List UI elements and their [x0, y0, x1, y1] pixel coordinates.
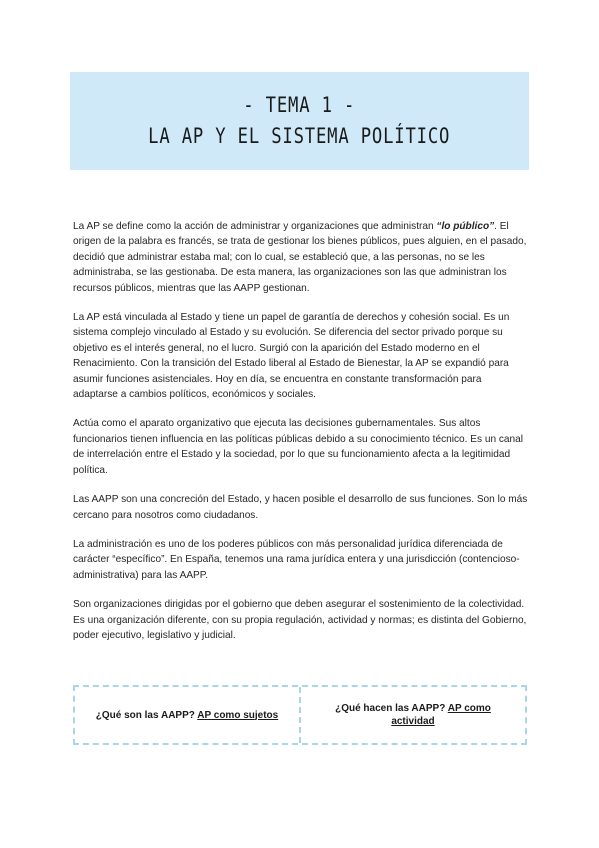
question-what-do: ¿Qué hacen las AAPP?	[335, 703, 448, 714]
question-boxes	[73, 685, 527, 745]
topic-number: - TEMA 1 -	[243, 93, 356, 117]
paragraph-definition-end: . El origen de la palabra es francés, se trata de gestionar los bienes públicos, pues alguien, en el pasado, decidió que administrar estaba mal; con lo cual, se estableció que, a las personas, no se les administraba, se las gestionaba. De esta manera, las organizaciones son las que administran los recursos públicos, mientras que las AAPP gestionan.	[73, 221, 527, 294]
paragraph-aapp-concretion: Las AAPP son una concreción del Estado, y hacen posible el desarrollo de sus funciones. Son lo más cercano para nosotros como ciudadanos.	[73, 494, 528, 521]
paragraph-government-organizations: Son organizaciones dirigidas por el gobierno que deben asegurar el sostenimiento de la colectividad. Es una organización diferente, con su propia regulación, actividad y normas; es distinta del Gobierno, poder ejecutivo, legislativo y judicial.	[73, 599, 527, 641]
paragraph-public-powers: La administración es uno de los poderes públicos con más personalidad jurídica diferenciada de carácter “específico”. En España, tenemos una rama jurídica entera y una jurisdicción (contencioso-administrativa) para las AAPP.	[73, 538, 520, 581]
paragraph-definition	[73, 219, 528, 296]
page-title: LA AP Y EL SISTEMA POLÍTICO	[148, 124, 451, 148]
question-box-subjects	[75, 687, 299, 743]
question-what-are: ¿Qué son las AAPP?	[95, 709, 198, 721]
paragraph-organizational-apparatus: Actúa como el aparato organizativo que ejecuta las decisiones gubernamentales. Sus altos funcionarios tienen influencia en las políticas públicas debido a su conocimiento técnico. Es un canal de interrelación entre el Estado y la sociedad, por lo que su funcionamiento afecta a la legitimidad política.	[73, 418, 524, 476]
paragraph-state-link: La AP está vinculada al Estado y tiene un papel de garantía de derechos y cohesión social. Es un sistema complejo vinculado al Estado y su evolución. Se diferencia del sector privado porque su objetivo es el interés general, no el lucro. Surgió con la aparición del Estado moderno en el Renacimiento. Con la transición del Estado liberal al Estado de Bienestar, la AP se expandió para asumir funciones asistenciales. Hoy en día, se encuentra en constante transformación para adaptarse a cambios políticos, económicos y sociales.	[73, 312, 510, 401]
title-banner	[70, 72, 529, 170]
question-box-activity	[299, 687, 525, 743]
link-ap-como-sujetos[interactable]: AP como sujetos	[197, 709, 279, 721]
document-body	[73, 219, 528, 657]
paragraph-definition-start: La AP se define como la acción de administrar y organizaciones que administran	[73, 221, 437, 232]
emphasis-lo-publico: “lo público”	[436, 221, 495, 232]
link-ap-como-actividad[interactable]: AP como actividad	[391, 703, 491, 727]
